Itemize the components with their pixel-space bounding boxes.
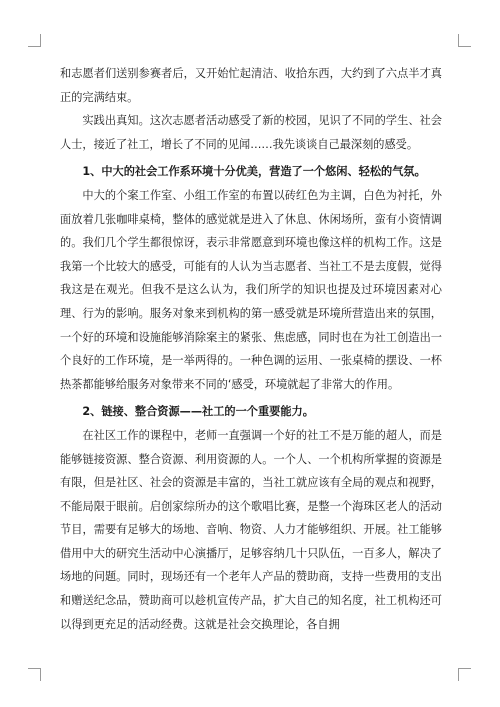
section-heading-environment: 1、中大的社会工作系环境十分优美，营造了一个悠闲、轻松的气氛。 [82, 165, 426, 179]
paragraph-resources: 在社区工作的课程中，老师一直强调一个好的社工不是万能的超人，而是能够链接资源、整合资源、利用资源的人。一个人、一个机构所掌握的资源是有限，但是社区、社会的资源是丰富的，当社工就应该有全局的观点和视野，不能局限于眼前。启创家综所办的这个歌唱比赛，是整一个海珠区老人的活动节目，需要有足够大的场地、音响、物资、人力才能够组织、开展。社工能够借用中大的研究生活动中心演播厅，足够容纳几十只队伍，一百多人，解决了场地的问题。同时，现场还有一个老年人产品的赞助商，支持一些费用的支出和赠送纪念品，赞助商可以趁机宣传产品，扩大自己的知名度，社工机构还可以得到更充足的活动经费。这就是社会交换理论，各自拥 [60, 428, 442, 631]
paragraph-environment: 中大的个案工作室、小组工作室的布置以砖红色为主调，白色为衬托，外面放着几张咖啡桌椅，整体的感觉就是进入了休息、休闲场所，蛮有小资情调的。我们几个学生都很惊讶，表示非常愿意到环境也像这样的机构工作。这是我第一个比较大的感受，可能有的人认为当志愿者、当社工不是去度假，觉得我这是在观光。但我不是这么认为，我们所学的知识也提及过环境因素对心理、行为的影响。服务对象来到机构的第一感受就是环境所营造出来的氛围，一个好的环境和设施能够消除案主的紧张、焦虑感，同时也在为社工创造出一个良好的工作环境，是一举两得的。一种色调的运用、一张桌椅的摆设、一杯热茶都能够给服务对象带来不同的‘感受，环境就起了非常大的作用。 [60, 188, 442, 391]
crop-mark-bottom-left [28, 668, 41, 681]
paragraph-closing-event: 和志愿者们送别参赛者后，又开始忙起清洁、收拾东西，大约到了六点半才真正的完满结束。 [60, 67, 442, 104]
document-body [60, 62, 442, 636]
crop-mark-top-right [458, 34, 471, 47]
crop-mark-bottom-right [458, 668, 471, 681]
crop-mark-top-left [28, 34, 41, 47]
section-heading-resources: 2、链接、整合资源——社工的一个重要能力。 [82, 405, 314, 419]
paragraph-practice-insight: 实践出真知。这次志愿者活动感受了新的校园，见识了不同的学生、社会人士，接近了社工，增长了不同的见闻……我先谈谈自己最深刻的感受。 [60, 114, 442, 151]
